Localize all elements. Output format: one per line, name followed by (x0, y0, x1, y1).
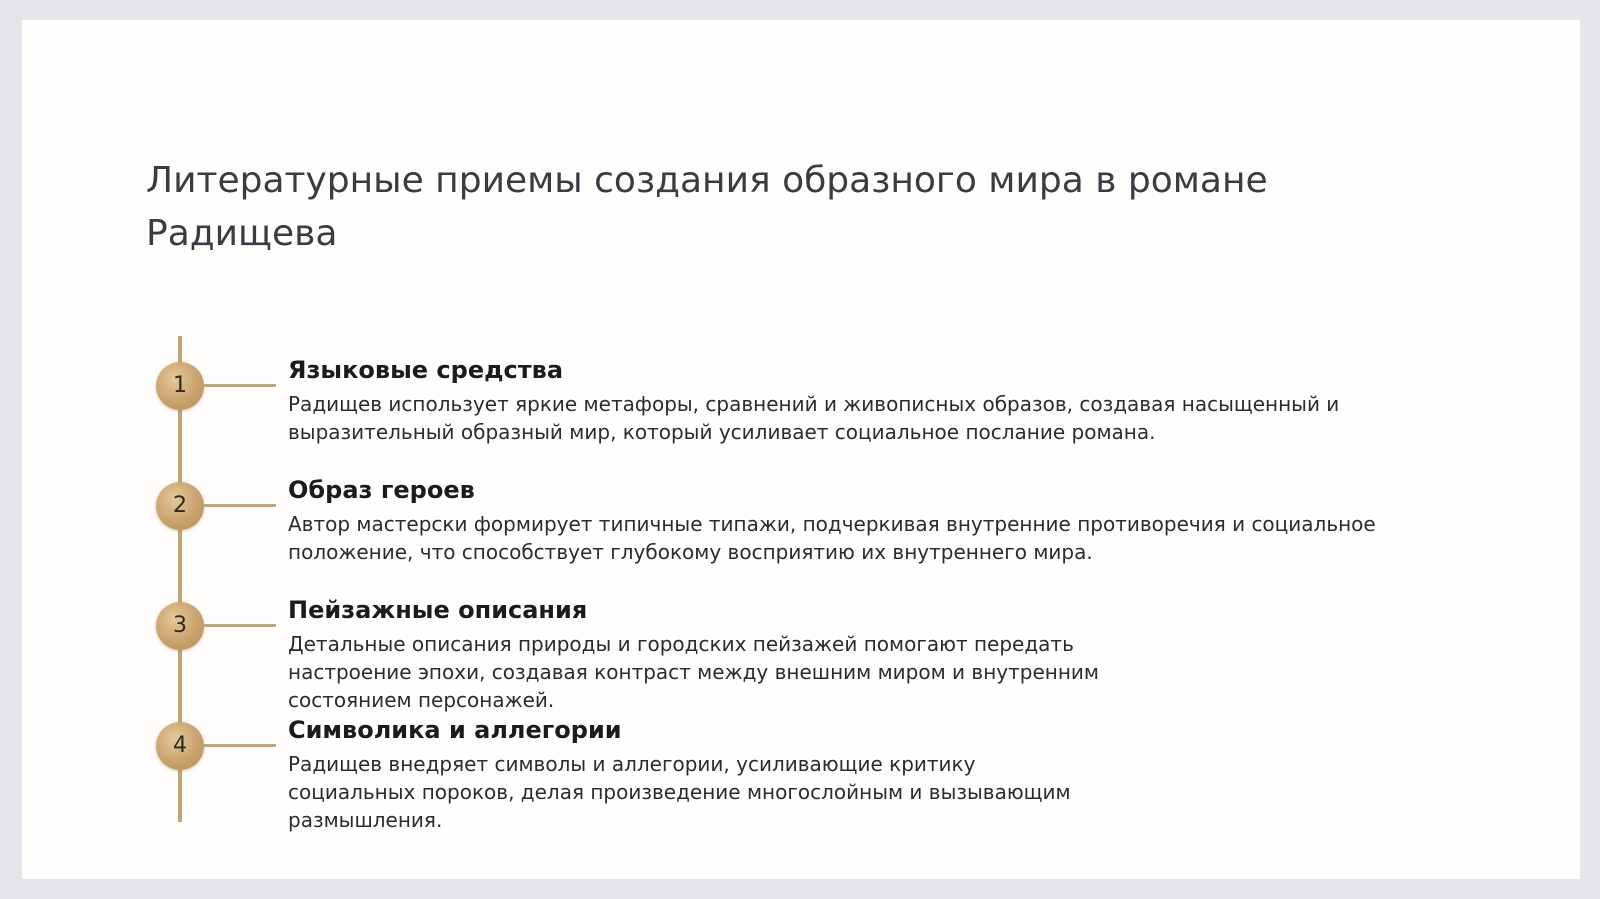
item-heading: Образ героев (288, 476, 475, 504)
item-heading: Пейзажные описания (288, 596, 588, 624)
timeline-marker-4: 4 (156, 722, 204, 770)
timeline-marker-2: 2 (156, 482, 204, 530)
item-heading: Символика и аллегории (288, 716, 622, 744)
timeline-connector (204, 384, 276, 387)
item-heading: Языковые средства (288, 356, 564, 384)
item-description: Автор мастерски формирует типичные типажи, подчеркивая внутренние противоречия и социальное положение, что способствует глубокому восприятию их внутреннего мира. (288, 512, 1376, 564)
slide (22, 20, 1580, 879)
timeline-connector (204, 504, 276, 507)
timeline-connector (204, 744, 276, 747)
slide-title: Литературные приемы создания образного мира в романе Радищева (146, 160, 1268, 254)
item-description: Радищев внедряет символы и аллегории, усиливающие критику социальных пороков, делая произведение многослойным и вызывающим размышления. (288, 752, 1071, 832)
item-description: Радищев использует яркие метафоры, сравнений и живописных образов, создавая насыщенный и выразительный образный мир, который усиливает социальное послание романа. (288, 392, 1340, 444)
timeline-marker-1: 1 (156, 362, 204, 410)
timeline-marker-3: 3 (156, 602, 204, 650)
item-description: Детальные описания природы и городских пейзажей помогают передать настроение эпохи, создавая контраст между внешним миром и внутренним состоянием персонажей. (288, 632, 1099, 712)
timeline-connector (204, 624, 276, 627)
